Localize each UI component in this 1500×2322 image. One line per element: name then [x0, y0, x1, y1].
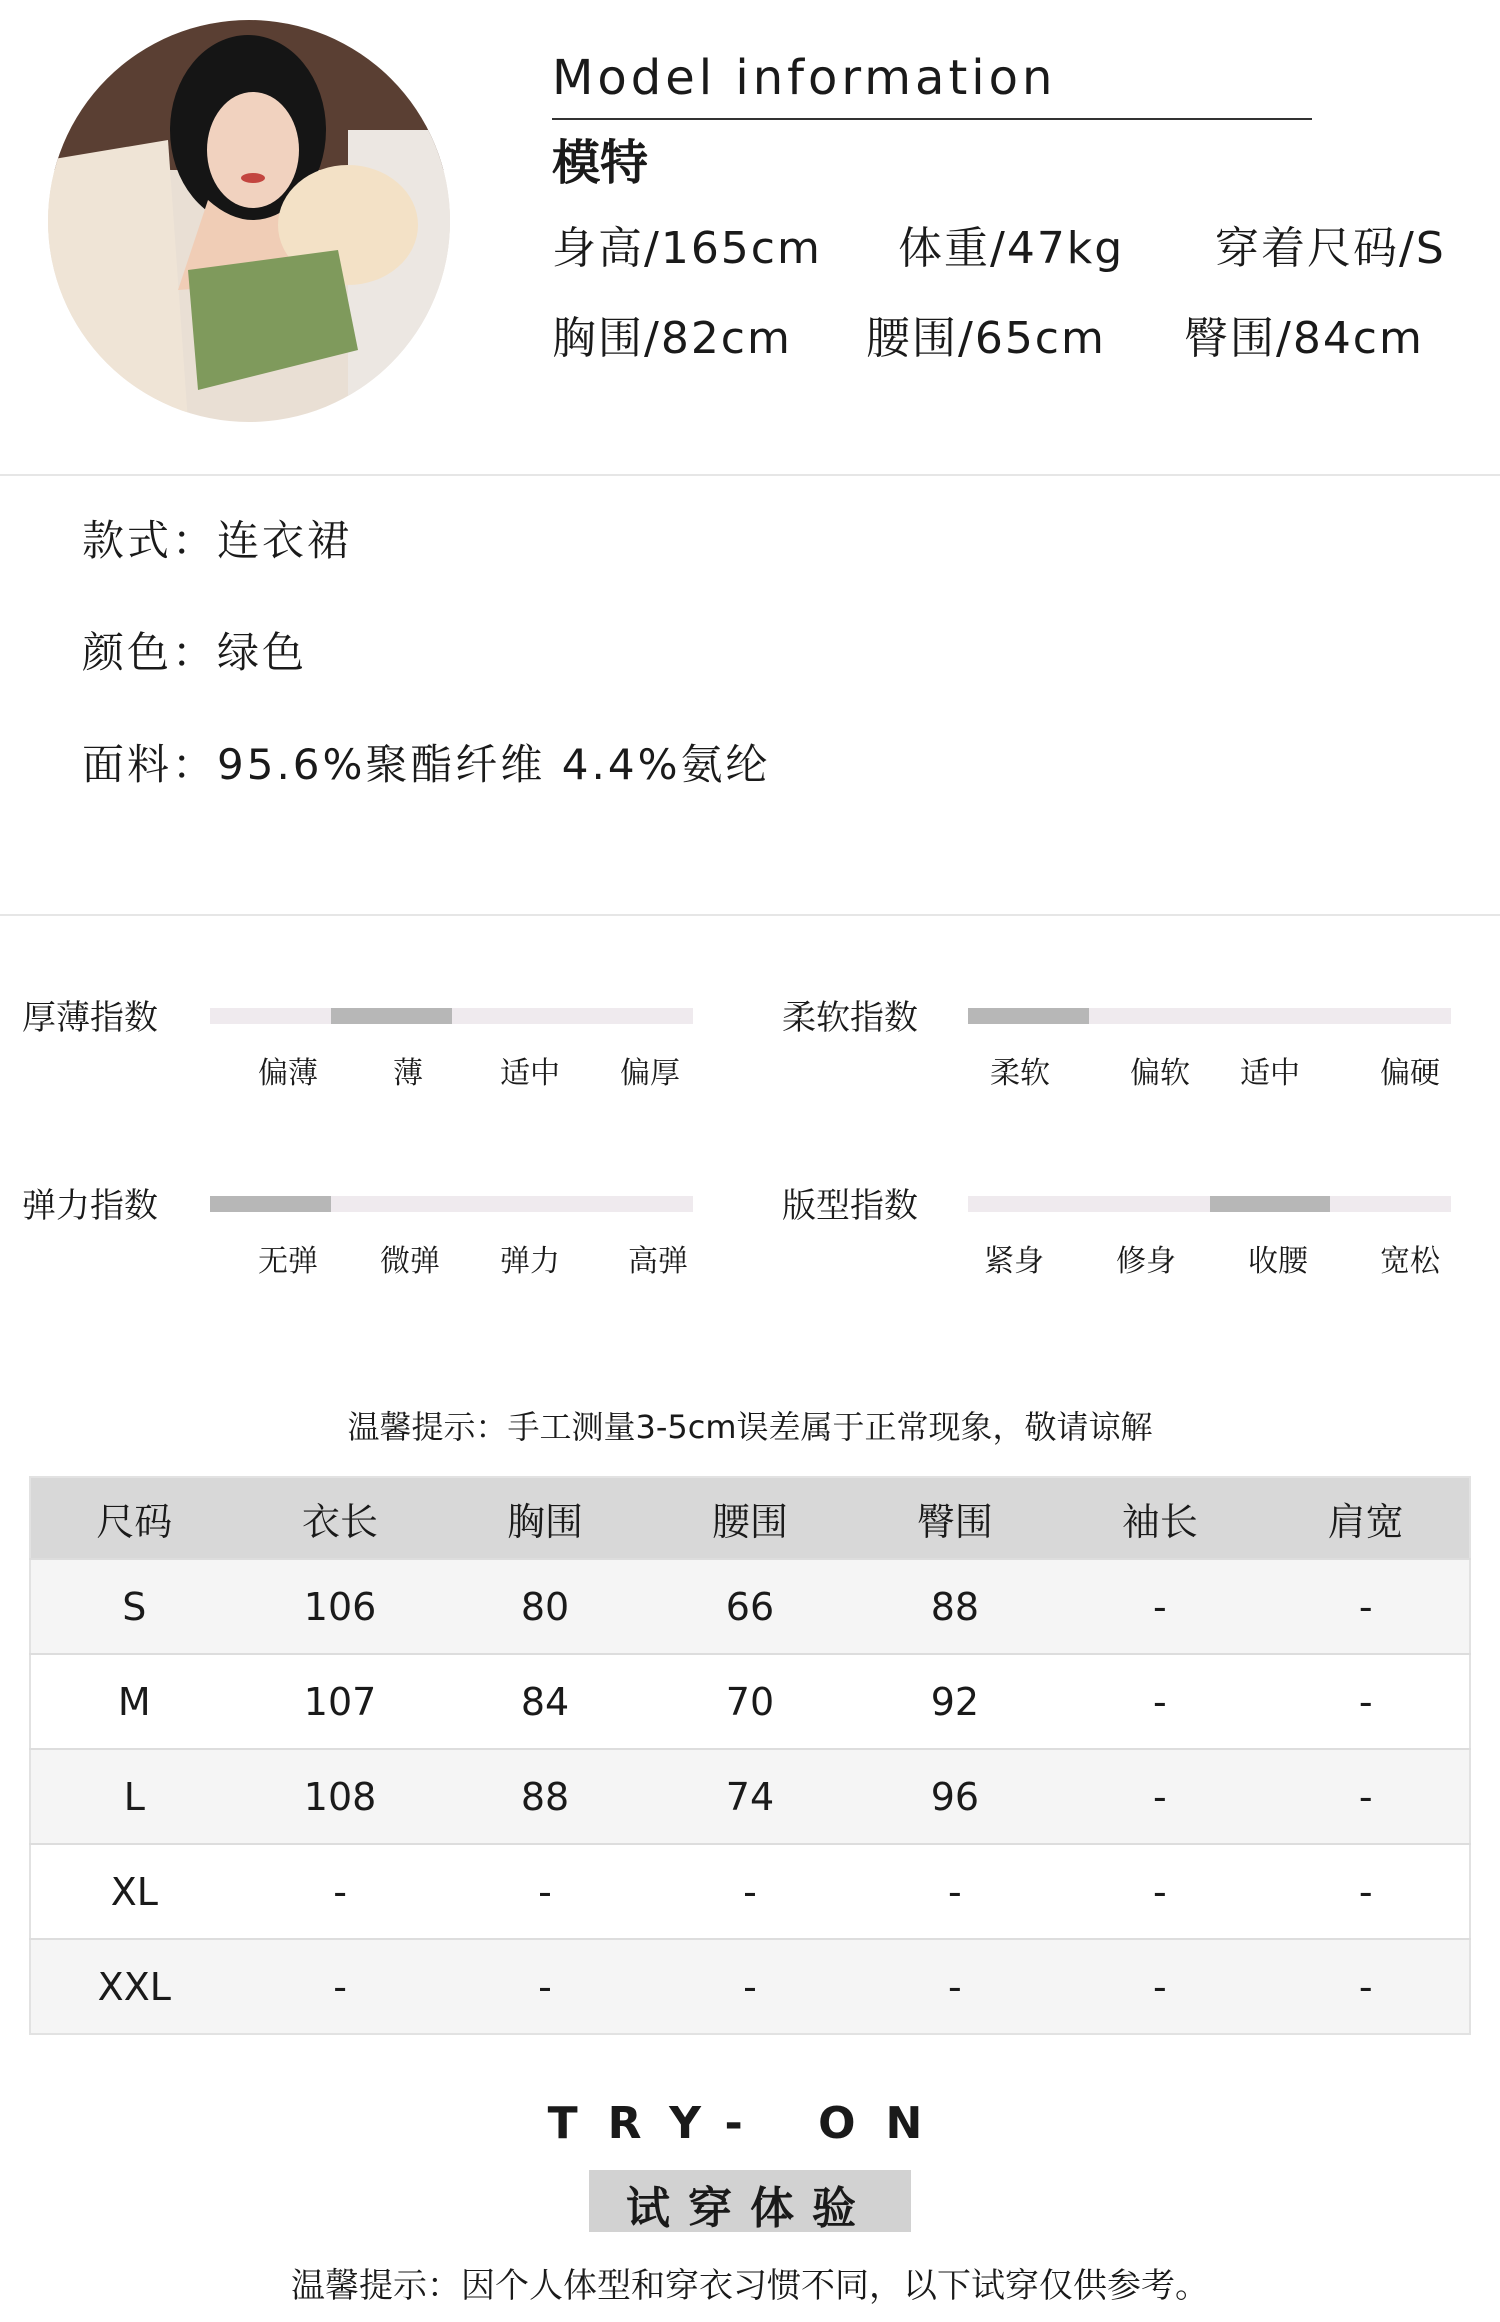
index-tick-label: 弹力 [500, 1244, 560, 1279]
table-row [30, 1654, 1470, 1749]
header-hip: 臀围 [852, 1477, 1057, 1559]
index-bar-fill [1210, 1196, 1331, 1212]
index-tick-label: 偏薄 [258, 1056, 318, 1091]
table-cell: - [1262, 1939, 1470, 2034]
index-tick-label: 收腰 [1248, 1244, 1308, 1279]
index-tick-label: 柔软 [990, 1056, 1050, 1091]
table-cell: 96 [852, 1749, 1057, 1844]
table-cell: 74 [647, 1749, 852, 1844]
table-cell: 88 [852, 1559, 1057, 1654]
table-cell: 88 [443, 1749, 648, 1844]
header-shoulder: 肩宽 [1262, 1477, 1470, 1559]
table-cell: 80 [443, 1559, 648, 1654]
index-bar-fill [210, 1196, 331, 1212]
table-cell: - [1057, 1939, 1262, 2034]
model-photo [48, 20, 450, 422]
size-table-header [30, 1477, 1470, 1559]
table-cell: - [1262, 1654, 1470, 1749]
tryon-note: 温馨提示：因个人体型和穿衣习惯不同，以下试穿仅供参考。 [291, 2266, 1209, 2306]
index-bar-track [968, 1008, 1451, 1024]
index-label: 厚薄指数 [22, 998, 158, 1038]
header-bust: 胸围 [443, 1477, 648, 1559]
index-tick-label: 适中 [1240, 1056, 1300, 1091]
table-row [30, 1844, 1470, 1939]
index-tick-label: 宽松 [1380, 1244, 1440, 1279]
table-cell: - [1057, 1559, 1262, 1654]
index-tick-label: 紧身 [984, 1244, 1044, 1279]
table-cell: - [1057, 1749, 1262, 1844]
table-cell: - [852, 1844, 1057, 1939]
section-divider [0, 474, 1500, 476]
index-tick-label: 高弹 [628, 1244, 688, 1279]
index-tick-label: 偏厚 [620, 1056, 680, 1091]
table-row [30, 1559, 1470, 1654]
table-cell: - [238, 1844, 443, 1939]
table-cell: - [852, 1939, 1057, 2034]
table-cell: 108 [238, 1749, 443, 1844]
table-cell: 106 [238, 1559, 443, 1654]
table-cell: - [1057, 1654, 1262, 1749]
table-cell: 84 [443, 1654, 648, 1749]
index-label: 弹力指数 [22, 1186, 158, 1226]
index-bar-fill [331, 1008, 452, 1024]
index-label: 柔软指数 [782, 998, 918, 1038]
model-waist: 腰围/65cm [866, 313, 1106, 364]
header-size: 尺码 [30, 1477, 238, 1559]
table-cell: - [647, 1939, 852, 2034]
index-label: 版型指数 [782, 1186, 918, 1226]
table-cell: - [443, 1844, 648, 1939]
model-info-title-cn: 模特 [552, 135, 649, 191]
table-cell: - [1262, 1844, 1470, 1939]
model-height: 身高/165cm [552, 223, 822, 274]
table-cell: - [1262, 1559, 1470, 1654]
table-cell: 107 [238, 1654, 443, 1749]
index-bar-track [968, 1196, 1451, 1212]
table-cell: 92 [852, 1654, 1057, 1749]
table-cell: S [30, 1559, 238, 1654]
index-tick-label: 偏硬 [1380, 1056, 1440, 1091]
model-bust: 胸围/82cm [552, 313, 792, 364]
table-cell: - [238, 1939, 443, 2034]
table-row [30, 1939, 1470, 2034]
table-cell: 70 [647, 1654, 852, 1749]
index-tick-label: 修身 [1116, 1244, 1176, 1279]
product-color: 颜色：绿色 [82, 628, 308, 677]
product-style: 款式：连衣裙 [82, 516, 353, 565]
table-cell: M [30, 1654, 238, 1749]
index-tick-label: 微弹 [380, 1244, 440, 1279]
header-sleeve: 袖长 [1057, 1477, 1262, 1559]
tryon-title-cn: 试穿体验 [626, 2183, 874, 2234]
table-cell: XXL [30, 1939, 238, 2034]
header-waist: 腰围 [647, 1477, 852, 1559]
model-weight: 体重/47kg [898, 223, 1125, 274]
model-size: 穿着尺码/S [1215, 223, 1446, 274]
index-tick-label: 偏软 [1130, 1056, 1190, 1091]
index-bar-track [210, 1008, 693, 1024]
table-cell: 66 [647, 1559, 852, 1654]
index-bar-track [210, 1196, 693, 1212]
table-cell: XL [30, 1844, 238, 1939]
section-divider [0, 914, 1500, 916]
tryon-title: TRY- ON [547, 2098, 953, 2149]
index-tick-label: 适中 [500, 1056, 560, 1091]
size-note: 温馨提示：手工测量3-5cm误差属于正常现象，敬请谅解 [347, 1408, 1153, 1446]
model-hip: 臀围/84cm [1184, 313, 1424, 364]
table-cell: - [443, 1939, 648, 2034]
title-underline [552, 118, 1312, 120]
index-tick-label: 无弹 [258, 1244, 318, 1279]
header-length: 衣长 [238, 1477, 443, 1559]
index-bar-fill [968, 1008, 1089, 1024]
size-table [29, 1476, 1471, 2035]
table-cell: - [1057, 1844, 1262, 1939]
model-info-title: Model information [552, 50, 1057, 106]
product-fabric: 面料：95.6%聚酯纤维 4.4%氨纶 [82, 740, 771, 789]
table-cell: - [1262, 1749, 1470, 1844]
index-tick-label: 薄 [393, 1056, 423, 1091]
table-cell: L [30, 1749, 238, 1844]
table-cell: - [647, 1844, 852, 1939]
table-row [30, 1749, 1470, 1844]
